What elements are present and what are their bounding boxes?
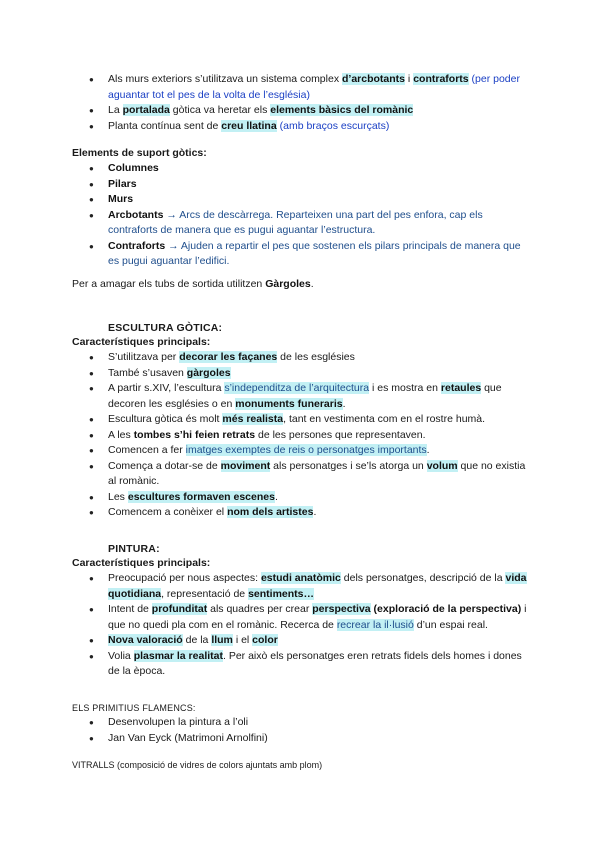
list-item: ● Les escultures formaven escenes. (0, 490, 600, 506)
list-item: ● Volia plasmar la realitat. Per això els personatges eren retrats fidels dels homes i dones de la època. (0, 649, 600, 680)
list-item: ● Comencen a fer imatges exemptes de reis o personatges importants. (0, 443, 600, 459)
highlight: contraforts (413, 73, 469, 85)
list-item: ● Intent de profunditat als quadres per crear perspectiva (exploració de la perspectiva) i que no quedi pla com en el romànic. Recerca de recrear la il·lusió d’un espai real. (0, 602, 600, 633)
list-item: ● A partir s.XIV, l’escultura s’independitza de l’arquitectura i es mostra en retaules que decoren les esglésies o en monuments funeraris. (0, 381, 600, 412)
list-item: ● Contraforts → Ajuden a repartir el pes que sostenen els pilars principals de manera que es pugui aguantar l’edifici. (0, 239, 600, 270)
escultura-list (0, 350, 600, 521)
list-item: ● Als murs exteriors s’utilitzava un sistema complex d’arcbotants i contraforts (per poder aguantar tot el pes de la volta de l’església) (0, 72, 600, 103)
highlight: portalada (122, 104, 170, 116)
list-item: ● També s’usaven gàrgoles (0, 366, 600, 382)
list-item: ● Murs (0, 192, 600, 208)
list-item: ● La portalada gòtica va heretar els elements bàsics del romànic (0, 103, 600, 119)
list-item: ● Comença a dotar-se de moviment als personatges i se’ls atorga un volum que no existia al romànic. (0, 459, 600, 490)
list-item: ● Columnes (0, 161, 600, 177)
escultura-title: ESCULTURA GÒTICA: (108, 322, 223, 334)
escultura-subheading: Característiques principals: (72, 336, 211, 348)
elements-list (0, 161, 600, 270)
list-item: ● Preocupació per nous aspectes: estudi anatòmic dels personatges, descripció de la vida quotidiana, representació de sentiments… (0, 571, 600, 602)
primitius-list (0, 715, 600, 746)
intro-list (0, 72, 600, 134)
list-item: ● Nova valoració de la llum i el color (0, 633, 600, 649)
highlight: elements bàsics del romànic (270, 104, 414, 116)
primitius-title: ELS PRIMITIUS FLAMENCS: (72, 703, 196, 713)
highlight: d’arcbotants (342, 73, 406, 85)
elements-heading: Elements de suport gòtics: (72, 147, 207, 159)
pintura-subheading: Característiques principals: (72, 557, 211, 569)
gargoles-line: Per a amagar els tubs de sortida utilitzen Gàrgoles. (72, 278, 314, 290)
list-item: ● Planta contínua sent de creu llatina (amb braços escurçats) (0, 119, 600, 135)
pintura-list (0, 571, 600, 680)
list-item: ● S’utilitzava per decorar les façanes de les esglésies (0, 350, 600, 366)
list-item: ● Jan Van Eyck (Matrimoni Arnolfini) (0, 731, 600, 747)
list-item: ● Arcbotants → Arcs de descàrrega. Reparteixen una part del pes enfora, cap els contraforts de manera que es pugui aguantar l’estructura. (0, 208, 600, 239)
list-item: ● Desenvolupen la pintura a l’oli (0, 715, 600, 731)
highlight: creu llatina (221, 119, 277, 132)
list-item: ● Escultura gòtica és molt més realista, tant en vestimenta com en el rostre humà. (0, 412, 600, 428)
pintura-title: PINTURA: (108, 543, 160, 555)
list-item: ● A les tombes s’hi feien retrats de les persones que representaven. (0, 428, 600, 444)
list-item: ● Comencem a conèixer el nom dels artistes. (0, 505, 600, 521)
vitralls-line: VITRALLS (composició de vidres de colors ajuntats amb plom) (72, 760, 323, 770)
list-item: ● Pilars (0, 177, 600, 193)
